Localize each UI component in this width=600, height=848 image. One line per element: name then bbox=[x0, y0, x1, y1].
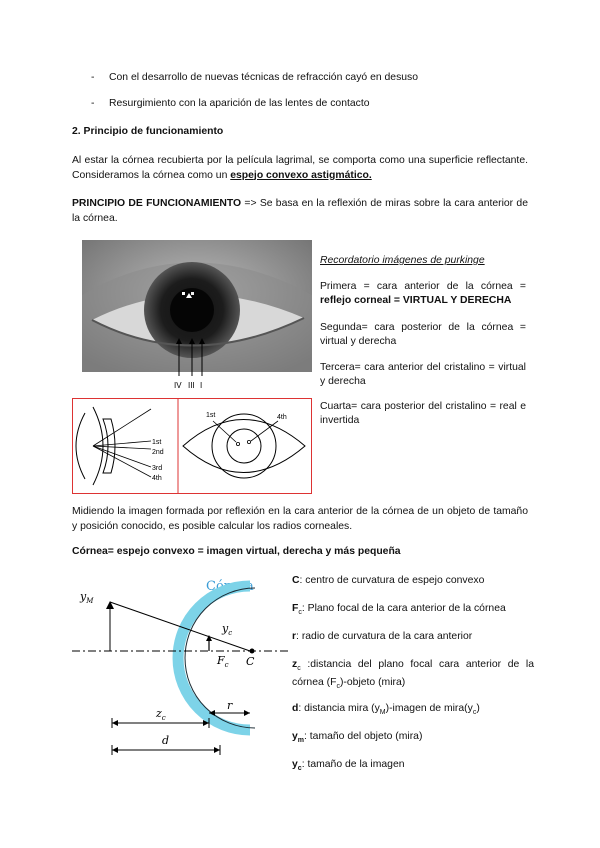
legend-text: : radio de curvatura de la cara anterior bbox=[296, 631, 473, 642]
legend-key: z bbox=[292, 659, 298, 670]
legend-key: F bbox=[292, 603, 299, 614]
label-d: d bbox=[162, 734, 170, 747]
legend-sub: M bbox=[379, 709, 386, 717]
mirror-figure-svg bbox=[72, 570, 290, 760]
purkinje-item: Cuarta= cara posterior del cristalino = real e invertida bbox=[320, 401, 526, 426]
bullet-text: Resurgimiento con la aparición de las lentes de contacto bbox=[109, 98, 370, 109]
measure-paragraph: Midiendo la imagen formada por reflexión en la cara anterior de la córnea de un objeto de tamaño y posición conocido, es posible calcular los radios corneales. bbox=[72, 506, 528, 532]
principle-label: PRINCIPIO DE FUNCIONAMIENTO bbox=[72, 198, 242, 209]
legend-item bbox=[292, 658, 534, 694]
intro-paragraph bbox=[72, 154, 528, 183]
legend-text: : distancia mira (y bbox=[298, 703, 380, 714]
principle-paragraph bbox=[72, 197, 528, 226]
label-yc: $y_c$ bbox=[222, 622, 233, 637]
label-zc: $z_c$ bbox=[156, 707, 166, 722]
legend-item bbox=[292, 602, 534, 620]
legend-item bbox=[292, 730, 534, 748]
legend-sub: c bbox=[472, 709, 477, 717]
label-ym: $y_M$ bbox=[80, 590, 94, 605]
purkinje-item: Segunda= cara posterior de la córnea = virtual y derecha bbox=[320, 322, 526, 347]
cornea-heading: Córnea= espejo convexo = imagen virtual, derecha y más pequeña bbox=[72, 546, 401, 557]
legend-text: : Plano focal de la cara anterior de la córnea bbox=[301, 603, 506, 614]
bullet-text: Con el desarrollo de nuevas técnicas de refracción cayó en desuso bbox=[109, 72, 419, 83]
purkinje-diagram bbox=[72, 398, 312, 494]
left-label-4th: 4th bbox=[152, 475, 162, 482]
eye-photo-figure bbox=[82, 240, 312, 395]
legend-sub: c bbox=[297, 665, 301, 673]
label-r: r bbox=[227, 699, 233, 712]
purkinje-item-text: Primera = cara anterior de la córnea = bbox=[320, 281, 526, 292]
legend-item bbox=[292, 630, 534, 644]
arrow-label-iii: III bbox=[188, 381, 195, 390]
left-label-1st: 1st bbox=[152, 439, 162, 446]
legend-item bbox=[292, 702, 534, 720]
legend-sub: c bbox=[336, 682, 340, 690]
purkinje-item: Tercera= cara anterior del cristalino = virtual y derecha bbox=[320, 362, 526, 387]
bullet-item bbox=[91, 72, 418, 83]
legend-text: :distancia del plano focal cara anterior de la córnea (F bbox=[292, 659, 534, 688]
legend-key: y bbox=[292, 759, 298, 770]
legend-key: C bbox=[292, 575, 300, 586]
right-label-4th: 4th bbox=[277, 414, 287, 421]
purkinje-title: Recordatorio imágenes de purkinge bbox=[320, 255, 485, 266]
arrow-label-i: I bbox=[200, 381, 203, 390]
legend-item bbox=[292, 758, 534, 776]
intro-highlight: espejo convexo astigmático. bbox=[230, 169, 372, 181]
legend-key: r bbox=[292, 631, 297, 642]
purkinje-item-bold: reflejo corneal = VIRTUAL Y DERECHA bbox=[320, 294, 512, 306]
arrow-label-iv: IV bbox=[174, 381, 182, 390]
left-label-3rd: 3rd bbox=[152, 465, 163, 472]
principle-text: => Se basa en la reflexión de miras sobre la cara anterior de la córnea. bbox=[72, 198, 528, 224]
label-fc: $F_c$ bbox=[217, 654, 229, 669]
legend-item bbox=[292, 574, 534, 588]
bullet-item bbox=[91, 98, 370, 109]
right-label-1st: 1st bbox=[206, 412, 216, 419]
left-label-2nd: 2nd bbox=[152, 449, 164, 456]
intro-text: Al estar la córnea recubierta por la película lagrimal, se comporta como una superficie reflectante. Consideramos la córnea como un bbox=[72, 155, 528, 181]
legend-key: d bbox=[292, 703, 299, 714]
label-c: C bbox=[246, 655, 255, 668]
legend-text: : tamaño del objeto (mira) bbox=[304, 731, 423, 742]
legend-sub: c bbox=[297, 765, 302, 773]
legend-key: y bbox=[292, 731, 298, 742]
legend-text: )-objeto (mira) bbox=[339, 676, 406, 688]
legend-sub: c bbox=[298, 609, 302, 617]
legend-text: : centro de curvatura de espejo convexo bbox=[299, 575, 485, 586]
legend-sub: m bbox=[297, 737, 305, 745]
mirror-title: Córnea bbox=[206, 579, 254, 594]
legend-text: )-imagen de mira(y bbox=[385, 703, 473, 714]
legend-text: ) bbox=[476, 703, 480, 714]
legend-text: : tamaño de la imagen bbox=[301, 759, 405, 770]
eye-photo-svg bbox=[82, 240, 312, 395]
purkinje-diagram-svg bbox=[73, 399, 311, 493]
bullet-dash: - bbox=[91, 72, 95, 83]
mirror-figure bbox=[72, 570, 290, 760]
purkinje-item bbox=[320, 280, 526, 307]
section-title: 2. Principio de funcionamiento bbox=[72, 126, 224, 137]
bullet-dash: - bbox=[91, 98, 95, 109]
